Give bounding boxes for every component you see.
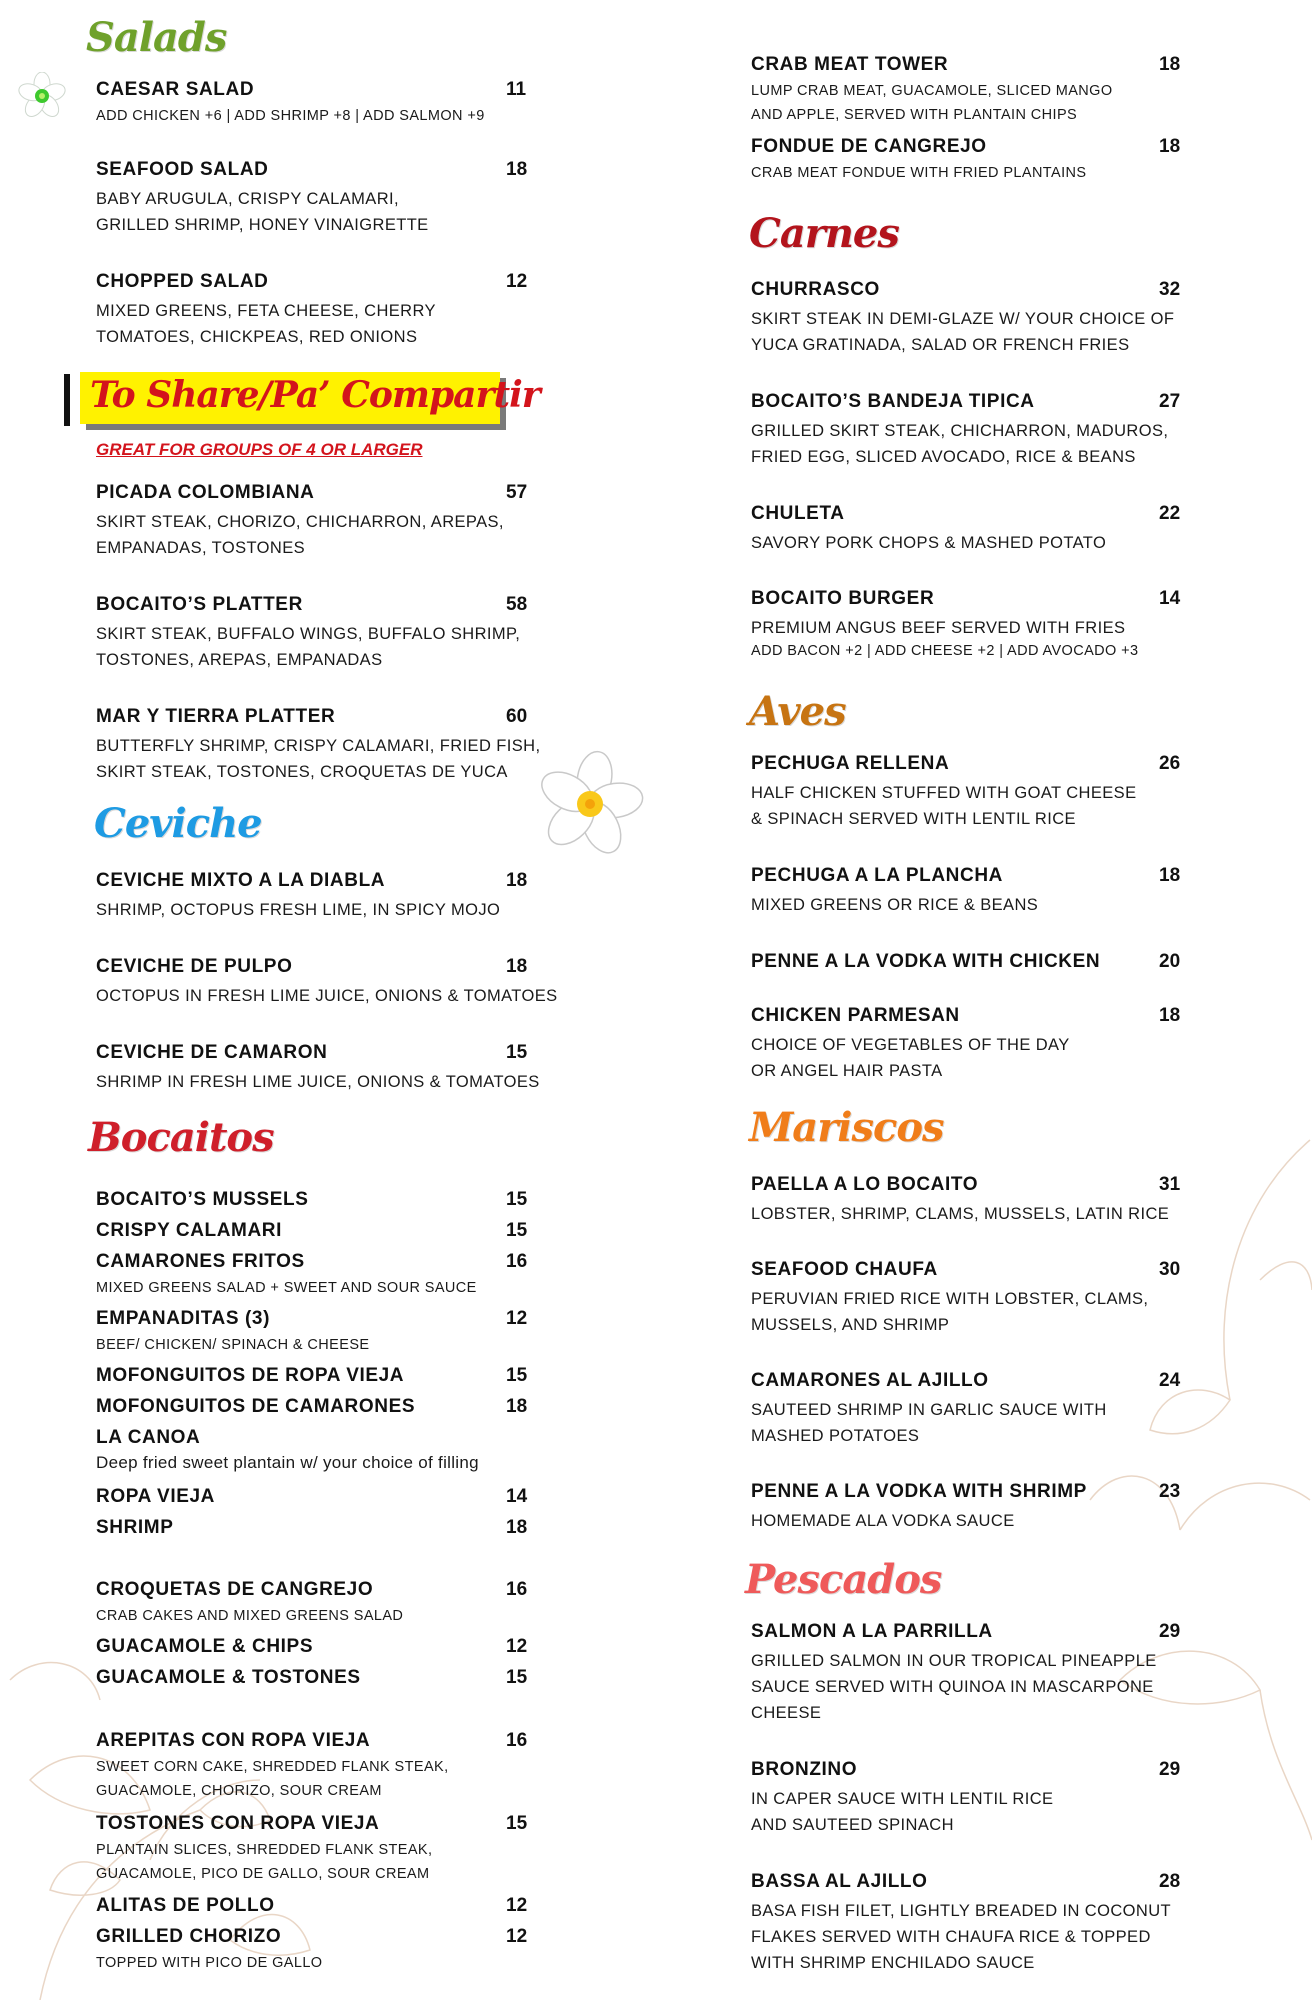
item-price: 16 (506, 1730, 528, 1751)
menu-item (96, 869, 556, 923)
item-description: SAUCE SERVED WITH QUINOA IN MASCARPONE (751, 1678, 1154, 1696)
item-price: 18 (1159, 136, 1181, 157)
menu-item (751, 950, 1191, 974)
item-description: PLANTAIN SLICES, SHREDDED FLANK STEAK, (96, 1842, 433, 1858)
item-name: LA CANOA (96, 1427, 201, 1448)
menu-item (96, 1395, 556, 1419)
item-price: 12 (506, 271, 528, 292)
menu-item (96, 1485, 556, 1509)
item-price: 15 (506, 1220, 528, 1241)
item-price: 29 (1159, 1759, 1181, 1780)
menu-item (96, 1219, 556, 1243)
item-description: BUTTERFLY SHRIMP, CRISPY CALAMARI, FRIED FISH, (96, 737, 541, 755)
item-name: CROQUETAS DE CANGREJO (96, 1579, 374, 1600)
item-description: LOBSTER, SHRIMP, CLAMS, MUSSELS, LATIN RICE (751, 1205, 1170, 1223)
item-description: SWEET CORN CAKE, SHREDDED FLANK STEAK, (96, 1759, 449, 1775)
item-name: PECHUGA RELLENA (751, 753, 950, 774)
item-description: FRIED EGG, SLICED AVOCADO, RICE & BEANS (751, 448, 1136, 466)
item-name: SEAFOOD CHAUFA (751, 1259, 938, 1280)
item-description: PREMIUM ANGUS BEEF SERVED WITH FRIES (751, 619, 1126, 637)
item-description: GUACAMOLE, PICO DE GALLO, SOUR CREAM (96, 1866, 430, 1882)
item-name: CHULETA (751, 503, 845, 524)
menu-item (96, 593, 556, 673)
menu-item (751, 864, 1191, 918)
item-name: PECHUGA A LA PLANCHA (751, 865, 1003, 886)
item-description: CRAB CAKES AND MIXED GREENS SALAD (96, 1608, 404, 1624)
item-price: 32 (1159, 279, 1181, 300)
to-share-banner (64, 372, 540, 430)
item-description: SKIRT STEAK, CHORIZO, CHICHARRON, AREPAS, (96, 513, 504, 531)
item-description: LUMP CRAB MEAT, GUACAMOLE, SLICED MANGO (751, 83, 1113, 99)
menu-item (96, 1188, 556, 1212)
item-price: 12 (506, 1926, 528, 1947)
item-name: FONDUE DE CANGREJO (751, 136, 987, 157)
item-description: ADD CHICKEN +6 | ADD SHRIMP +8 | ADD SALMON +9 (96, 108, 485, 124)
item-description: MIXED GREENS, FETA CHEESE, CHERRY (96, 302, 436, 320)
menu-item (751, 1004, 1191, 1084)
item-name: PENNE A LA VODKA WITH CHICKEN (751, 951, 1101, 972)
item-name: AREPITAS CON ROPA VIEJA (96, 1730, 371, 1751)
item-price: 14 (506, 1486, 528, 1507)
item-name: PICADA COLOMBIANA (96, 482, 315, 503)
item-description: OCTOPUS IN FRESH LIME JUICE, ONIONS & TOMATOES (96, 987, 558, 1005)
item-description: MASHED POTATOES (751, 1427, 920, 1445)
item-description: GRILLED SKIRT STEAK, CHICHARRON, MADUROS, (751, 422, 1169, 440)
item-description: EMPANADAS, TOSTONES (96, 539, 306, 557)
item-price: 24 (1159, 1370, 1181, 1391)
groups-note: GREAT FOR GROUPS OF 4 OR LARGER (96, 440, 423, 459)
item-name: BOCAITO’S PLATTER (96, 594, 303, 615)
item-name: CHURRASCO (751, 279, 880, 300)
item-price: 23 (1159, 1481, 1181, 1502)
item-description: MUSSELS, AND SHRIMP (751, 1316, 950, 1334)
item-name: TOSTONES CON ROPA VIEJA (96, 1813, 380, 1834)
item-price: 16 (506, 1579, 528, 1600)
item-name: CEVICHE DE CAMARON (96, 1042, 328, 1063)
menu-item (96, 1364, 556, 1388)
item-description: CHEESE (751, 1704, 822, 1722)
item-description: GUACAMOLE, CHORIZO, SOUR CREAM (96, 1783, 382, 1799)
item-name: SEAFOOD SALAD (96, 159, 269, 180)
item-name: BOCAITO’S MUSSELS (96, 1189, 309, 1210)
menu-item (751, 1173, 1191, 1227)
item-name: CHICKEN PARMESAN (751, 1005, 960, 1026)
item-price: 11 (506, 79, 527, 100)
item-description: HALF CHICKEN STUFFED WITH GOAT CHEESE (751, 784, 1137, 802)
item-description: FLAKES SERVED WITH CHAUFA RICE & TOPPED (751, 1928, 1151, 1946)
item-price: 18 (1159, 54, 1181, 75)
item-description: SAVORY PORK CHOPS & MASHED POTATO (751, 534, 1107, 552)
item-description: SHRIMP, OCTOPUS FRESH LIME, IN SPICY MOJO (96, 901, 501, 919)
menu-item (751, 1258, 1191, 1338)
pescados-heading: Pescados (745, 1556, 942, 1603)
menu-item (751, 752, 1191, 832)
item-price: 18 (506, 956, 528, 977)
menu-item (96, 1041, 556, 1095)
item-price: 15 (506, 1667, 528, 1688)
item-name: CRISPY CALAMARI (96, 1220, 282, 1241)
item-price: 29 (1159, 1621, 1181, 1642)
item-price: 14 (1159, 588, 1181, 609)
item-price: 12 (506, 1636, 528, 1657)
item-name: MOFONGUITOS DE CAMARONES (96, 1396, 416, 1417)
item-price: 16 (506, 1251, 528, 1272)
item-name: CHOPPED SALAD (96, 271, 269, 292)
ceviche-heading: Ceviche (94, 800, 262, 847)
item-price: 18 (506, 159, 528, 180)
item-description: TOSTONES, AREPAS, EMPANADAS (96, 651, 383, 669)
salads-heading: Salads (86, 14, 227, 61)
item-price: 27 (1159, 391, 1181, 412)
item-description: SHRIMP IN FRESH LIME JUICE, ONIONS & TOMATOES (96, 1073, 540, 1091)
item-name: MOFONGUITOS DE ROPA VIEJA (96, 1365, 405, 1386)
menu-item (751, 1620, 1191, 1726)
menu-item (96, 705, 556, 785)
item-price: 57 (506, 482, 528, 503)
item-description: CRAB MEAT FONDUE WITH FRIED PLANTAINS (751, 165, 1087, 181)
menu-item (96, 78, 556, 128)
menu-item (96, 1894, 556, 1918)
menu-item (751, 1870, 1191, 1976)
item-name: BOCAITO’S BANDEJA TIPICA (751, 391, 1035, 412)
item-name: MAR Y TIERRA PLATTER (96, 706, 336, 727)
item-name: CRAB MEAT TOWER (751, 54, 949, 75)
item-price: 60 (506, 706, 528, 727)
mariscos-heading: Mariscos (749, 1104, 944, 1151)
item-name: CAESAR SALAD (96, 79, 255, 100)
item-price: 26 (1159, 753, 1181, 774)
item-name: BOCAITO BURGER (751, 588, 935, 609)
item-price: 28 (1159, 1871, 1181, 1892)
item-description: HOMEMADE ALA VODKA SAUCE (751, 1512, 1015, 1530)
item-description: PERUVIAN FRIED RICE WITH LOBSTER, CLAMS, (751, 1290, 1149, 1308)
item-price: 22 (1159, 503, 1181, 524)
aves-heading: Aves (749, 688, 846, 735)
menu-item (96, 1729, 556, 1803)
item-name: SALMON A LA PARRILLA (751, 1621, 993, 1642)
item-price: 15 (506, 1365, 528, 1386)
menu-item (96, 1925, 556, 1975)
item-description: MIXED GREENS OR RICE & BEANS (751, 896, 1039, 914)
item-price: 31 (1159, 1174, 1181, 1195)
item-price: 12 (506, 1308, 528, 1329)
item-name: BRONZINO (751, 1759, 858, 1780)
item-price: 15 (506, 1189, 528, 1210)
menu-item (96, 481, 556, 561)
item-name: PENNE A LA VODKA WITH SHRIMP (751, 1481, 1087, 1502)
item-description: MIXED GREENS SALAD + SWEET AND SOUR SAUCE (96, 1280, 477, 1296)
item-description: SAUTEED SHRIMP IN GARLIC SAUCE WITH (751, 1401, 1107, 1419)
item-name: BASSA AL AJILLO (751, 1871, 928, 1892)
menu-item (751, 502, 1191, 556)
item-price: 20 (1159, 951, 1181, 972)
item-description: SKIRT STEAK, TOSTONES, CROQUETAS DE YUCA (96, 763, 508, 781)
menu-item (751, 278, 1191, 358)
item-price: 12 (506, 1895, 528, 1916)
menu-item (96, 1635, 556, 1659)
item-description: WITH SHRIMP ENCHILADO SAUCE (751, 1954, 1035, 1972)
banner-bar (64, 374, 70, 426)
item-name: GUACAMOLE & TOSTONES (96, 1667, 361, 1688)
item-addons: ADD BACON +2 | ADD CHEESE +2 | ADD AVOCADO +3 (751, 643, 1139, 659)
menu-item (751, 1369, 1191, 1449)
menu-item (96, 158, 556, 238)
item-name: GRILLED CHORIZO (96, 1926, 282, 1947)
menu-item (751, 587, 1191, 663)
item-description: & SPINACH SERVED WITH LENTIL RICE (751, 810, 1076, 828)
item-description: AND APPLE, SERVED WITH PLANTAIN CHIPS (751, 107, 1078, 123)
item-name: CEVICHE MIXTO A LA DIABLA (96, 870, 386, 891)
item-name: CEVICHE DE PULPO (96, 956, 293, 977)
item-description: GRILLED SHRIMP, HONEY VINAIGRETTE (96, 216, 429, 234)
menu-item (751, 1480, 1191, 1534)
item-name: ROPA VIEJA (96, 1486, 215, 1507)
item-name: ALITAS DE POLLO (96, 1895, 275, 1916)
item-description: YUCA GRATINADA, SALAD OR FRENCH FRIES (751, 336, 1130, 354)
item-price: 58 (506, 594, 528, 615)
item-description: BEEF/ CHICKEN/ SPINACH & CHEESE (96, 1337, 370, 1353)
menu-item (751, 53, 1191, 127)
menu-item (751, 1758, 1191, 1838)
menu-item (96, 270, 556, 350)
item-price: 18 (506, 1396, 528, 1417)
to-share-heading: To Share/Pa’ Compartir (90, 374, 540, 416)
item-description: BASA FISH FILET, LIGHTLY BREADED IN COCONUT (751, 1902, 1172, 1920)
item-description: IN CAPER SAUCE WITH LENTIL RICE (751, 1790, 1054, 1808)
item-description: CHOICE OF VEGETABLES OF THE DAY (751, 1036, 1070, 1054)
item-description: GRILLED SALMON IN OUR TROPICAL PINEAPPLE (751, 1652, 1157, 1670)
bocaitos-heading: Bocaitos (88, 1114, 274, 1161)
item-price: 15 (506, 1813, 528, 1834)
menu-item (96, 1307, 556, 1357)
menu-item (96, 955, 556, 1009)
menu-item (96, 1426, 556, 1476)
menu-item (96, 1666, 556, 1690)
item-price: 18 (1159, 1005, 1181, 1026)
menu-item (96, 1516, 556, 1540)
menu-item (751, 135, 1191, 185)
item-name: GUACAMOLE & CHIPS (96, 1636, 314, 1657)
menu-item (751, 390, 1191, 470)
item-description: SKIRT STEAK, BUFFALO WINGS, BUFFALO SHRIMP, (96, 625, 521, 643)
item-name: SHRIMP (96, 1517, 174, 1538)
menu-item (96, 1250, 556, 1300)
item-description: BABY ARUGULA, CRISPY CALAMARI, (96, 190, 399, 208)
item-description: TOPPED WITH PICO DE GALLO (96, 1955, 323, 1971)
item-price: 18 (506, 1517, 528, 1538)
item-price: 30 (1159, 1259, 1181, 1280)
carnes-heading: Carnes (749, 210, 899, 257)
small-plumeria-icon (18, 72, 66, 120)
item-description: SKIRT STEAK IN DEMI-GLAZE W/ YOUR CHOICE OF (751, 310, 1175, 328)
item-name: PAELLA A LO BOCAITO (751, 1174, 979, 1195)
menu-item (96, 1578, 556, 1628)
item-name: CAMARONES AL AJILLO (751, 1370, 989, 1391)
item-description: AND SAUTEED SPINACH (751, 1816, 954, 1834)
item-name: EMPANADITAS (3) (96, 1308, 271, 1329)
item-name: CAMARONES FRITOS (96, 1251, 305, 1272)
item-price: 18 (1159, 865, 1181, 886)
item-description: TOMATOES, CHICKPEAS, RED ONIONS (96, 328, 418, 346)
item-price: 18 (506, 870, 528, 891)
menu-item (96, 1812, 556, 1886)
item-price: 15 (506, 1042, 528, 1063)
item-description: Deep fried sweet plantain w/ your choice of filling (96, 1453, 479, 1472)
item-description: OR ANGEL HAIR PASTA (751, 1062, 943, 1080)
